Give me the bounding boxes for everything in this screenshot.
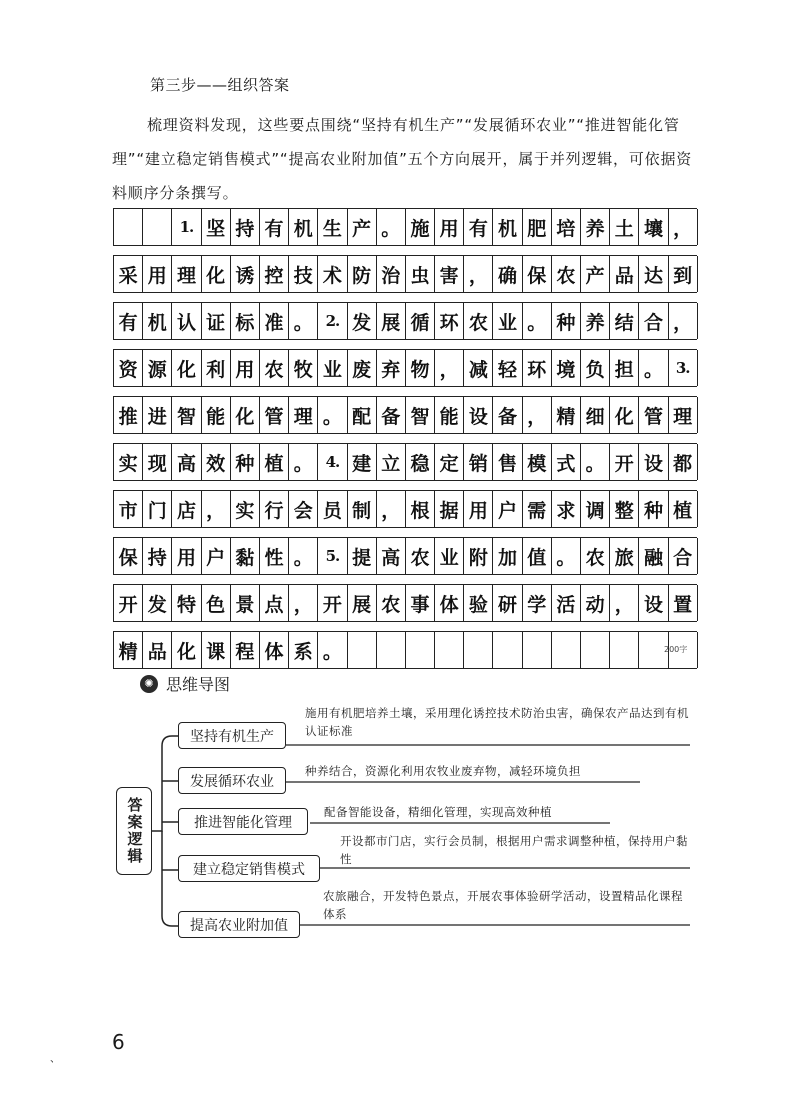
grid-cell: 术 [318, 256, 347, 292]
grid-cell: 牧 [289, 350, 318, 386]
grid-cell: 土 [610, 209, 639, 245]
grid-cell: 。 [552, 538, 581, 574]
grid-cell: 农 [552, 256, 581, 292]
branch-circular-agriculture: 发展循环农业 [178, 767, 286, 794]
grid-cell: 农 [406, 538, 435, 574]
grid-cell: 保 [523, 256, 552, 292]
grid-cell: ， [610, 585, 639, 621]
grid-cell: 。 [581, 444, 610, 480]
grid-cell: 合 [669, 538, 698, 574]
grid-cell: 验 [464, 585, 493, 621]
page-number: 6 [112, 1030, 125, 1054]
grid-cell: 会 [289, 491, 318, 527]
grid-cell: 事 [406, 585, 435, 621]
grid-cell: 发 [143, 585, 172, 621]
grid-cell: 点 [260, 585, 289, 621]
grid-cell: 根 [406, 491, 435, 527]
grid-cell: 种 [552, 303, 581, 339]
grid-cell: 提 [348, 538, 377, 574]
grid-cell: 。 [289, 444, 318, 480]
mind-map-root: 答案逻辑 [116, 787, 152, 875]
word-count-mark: 200字 [664, 645, 688, 654]
grid-cell: 证 [202, 303, 231, 339]
grid-cell: 附 [464, 538, 493, 574]
grid-cell: 色 [202, 585, 231, 621]
step-title: 第三步——组织答案 [150, 76, 290, 94]
grid-cell: 。 [318, 632, 347, 668]
grid-cell: 效 [202, 444, 231, 480]
grid-cell: 融 [639, 538, 668, 574]
grid-cell: 员 [318, 491, 347, 527]
grid-cell: 农 [260, 350, 289, 386]
grid-cell: 行 [260, 491, 289, 527]
grid-cell: 担 [610, 350, 639, 386]
grid-cell: 。 [289, 303, 318, 339]
grid-cell: 循 [406, 303, 435, 339]
grid-cell: 开 [114, 585, 143, 621]
grid-cell: 化 [172, 632, 201, 668]
grid-cell: 展 [348, 585, 377, 621]
grid-cell: 管 [260, 397, 289, 433]
grid-cell: 5. [318, 538, 347, 574]
grid-cell: 。 [318, 397, 347, 433]
branch-detail-circular-agriculture: 种养结合，资源化利用农牧业废弃物，减轻环境负担 [305, 764, 581, 778]
grid-cell: 现 [143, 444, 172, 480]
grid-cell: 景 [231, 585, 260, 621]
mind-map-title: 思维导图 [166, 675, 231, 694]
grid-cell: 求 [552, 491, 581, 527]
grid-cell: 动 [581, 585, 610, 621]
branch-detail-value-added: 农旅融合，开发特色景点，开展农事体验研学活动，设置精品化课程体系 [323, 889, 683, 921]
grid-cell: 加 [493, 538, 522, 574]
brain-icon: ✺ [140, 675, 158, 693]
grid-cell: 研 [493, 585, 522, 621]
grid-cell: 理 [289, 397, 318, 433]
grid-cell: 1. [172, 209, 201, 245]
grid-cell: 合 [639, 303, 668, 339]
grid-cell: 品 [610, 256, 639, 292]
grid-cell: 植 [260, 444, 289, 480]
grid-cell: 设 [639, 444, 668, 480]
branch-organic-production: 坚持有机生产 [178, 722, 286, 749]
grid-cell: 设 [639, 585, 668, 621]
grid-cell: 机 [493, 209, 522, 245]
grid-cell: 农 [377, 585, 406, 621]
grid-cell: 植 [669, 491, 698, 527]
grid-cell: 课 [202, 632, 231, 668]
grid-cell: 式 [552, 444, 581, 480]
grid-cell: 户 [493, 491, 522, 527]
grid-cell: 治 [377, 256, 406, 292]
grid-cell: 特 [172, 585, 201, 621]
branch-detail-stable-sales: 开设都市门店，实行会员制，根据用户需求调整种植，保持用户黏性 [340, 834, 688, 866]
grid-cell: 控 [260, 256, 289, 292]
grid-cell: 需 [523, 491, 552, 527]
grid-cell: 肥 [523, 209, 552, 245]
grid-cell: 性 [260, 538, 289, 574]
grid-cell: 机 [143, 303, 172, 339]
grid-cell: 系 [289, 632, 318, 668]
grid-cell: 进 [143, 397, 172, 433]
grid-cell: 旅 [610, 538, 639, 574]
grid-cell: 标 [231, 303, 260, 339]
grid-cell: 壤 [639, 209, 668, 245]
grid-cell: 推 [114, 397, 143, 433]
grid-cell: 整 [610, 491, 639, 527]
grid-cell: 施 [406, 209, 435, 245]
grid-cell: 诱 [231, 256, 260, 292]
grid-cell: 。 [377, 209, 406, 245]
grid-cell: ， [377, 491, 406, 527]
grid-cell: 采 [114, 256, 143, 292]
grid-cell: 体 [260, 632, 289, 668]
grid-cell: 调 [581, 491, 610, 527]
grid-cell: 理 [172, 256, 201, 292]
grid-cell: 销 [464, 444, 493, 480]
grid-cell: 备 [493, 397, 522, 433]
grid-cell: 用 [464, 491, 493, 527]
grid-cell: 体 [435, 585, 464, 621]
grid-cell: 培 [552, 209, 581, 245]
grid-cell: 发 [348, 303, 377, 339]
grid-cell: ， [435, 350, 464, 386]
grid-cell: 利 [202, 350, 231, 386]
grid-cell: 活 [552, 585, 581, 621]
grid-cell: 种 [231, 444, 260, 480]
grid-cell: 能 [202, 397, 231, 433]
intro-paragraph: 梳理资料发现，这些要点围绕“坚持有机生产”“发展循环农业”“推进智能化管理”“建立稳定销售模式”“提高农业附加值”五个方向展开，属于并列逻辑，可依据资料顺序分条撰写。 [112, 116, 693, 202]
grid-cell: 用 [435, 209, 464, 245]
grid-cell: 建 [348, 444, 377, 480]
grid-cell: 黏 [231, 538, 260, 574]
grid-cell: 开 [318, 585, 347, 621]
grid-cell: 精 [552, 397, 581, 433]
grid-cell: 资 [114, 350, 143, 386]
grid-cell: 配 [348, 397, 377, 433]
grid-cell: 设 [464, 397, 493, 433]
grid-cell: 坚 [202, 209, 231, 245]
grid-cell: 农 [464, 303, 493, 339]
grid-cell: 精 [114, 632, 143, 668]
grid-cell: 有 [260, 209, 289, 245]
grid-cell: 保 [114, 538, 143, 574]
grid-cell: 模 [523, 444, 552, 480]
grid-cell: 3. [669, 350, 698, 386]
grid-cell: 种 [639, 491, 668, 527]
branch-detail-smart-management: 配备智能设备，精细化管理，实现高效种植 [324, 805, 552, 819]
grid-cell: 持 [143, 538, 172, 574]
grid-cell: 定 [435, 444, 464, 480]
grid-cell: ， [669, 209, 698, 245]
grid-cell: 产 [348, 209, 377, 245]
grid-cell: 能 [435, 397, 464, 433]
grid-cell: 业 [318, 350, 347, 386]
grid-cell: 理 [669, 397, 698, 433]
grid-cell: 弃 [377, 350, 406, 386]
grid-cell: 高 [172, 444, 201, 480]
branch-detail-organic-production: 施用有机肥培养土壤，采用理化诱控技术防治虫害，确保农产品达到有机认证标准 [305, 706, 689, 738]
grid-cell: 店 [172, 491, 201, 527]
grid-cell: ， [669, 303, 698, 339]
grid-cell: 用 [172, 538, 201, 574]
branch-value-added: 提高农业附加值 [178, 911, 300, 938]
grid-cell: 2. [318, 303, 347, 339]
grid-cell: 业 [435, 538, 464, 574]
grid-cell: 。 [289, 538, 318, 574]
grid-cell: 有 [114, 303, 143, 339]
grid-cell: 农 [581, 538, 610, 574]
grid-cell: 用 [143, 256, 172, 292]
grid-cell: 门 [143, 491, 172, 527]
grid-cell: 认 [172, 303, 201, 339]
branch-smart-management: 推进智能化管理 [178, 808, 308, 835]
grid-cell: 值 [523, 538, 552, 574]
grid-cell: 据 [435, 491, 464, 527]
grid-cell: 置 [669, 585, 698, 621]
grid-cell: 源 [143, 350, 172, 386]
branch-stable-sales: 建立稳定销售模式 [178, 855, 320, 882]
grid-cell: 实 [231, 491, 260, 527]
grid-cell: 负 [581, 350, 610, 386]
grid-cell: 学 [523, 585, 552, 621]
grid-cell: 生 [318, 209, 347, 245]
grid-cell: 实 [114, 444, 143, 480]
grid-cell: 售 [493, 444, 522, 480]
grid-cell: 减 [464, 350, 493, 386]
grid-cell: 都 [669, 444, 698, 480]
grid-cell: 户 [202, 538, 231, 574]
grid-cell: 技 [289, 256, 318, 292]
grid-cell: ， [202, 491, 231, 527]
grid-cell: 持 [231, 209, 260, 245]
grid-cell: 达 [639, 256, 668, 292]
grid-cell: 展 [377, 303, 406, 339]
grid-cell: 管 [639, 397, 668, 433]
grid-cell: 4. [318, 444, 347, 480]
grid-cell: 化 [202, 256, 231, 292]
grid-cell: 养 [581, 303, 610, 339]
grid-cell: 害 [435, 256, 464, 292]
grid-cell: ， [289, 585, 318, 621]
grid-cell: 高 [377, 538, 406, 574]
grid-cell: 到 [669, 256, 698, 292]
grid-cell: 用 [231, 350, 260, 386]
grid-cell: 。 [639, 350, 668, 386]
grid-cell: 开 [610, 444, 639, 480]
grid-cell: 机 [289, 209, 318, 245]
grid-cell: 养 [581, 209, 610, 245]
grid-cell: 准 [260, 303, 289, 339]
grid-cell: 有 [464, 209, 493, 245]
grid-cell: 境 [552, 350, 581, 386]
corner-mark: 、 [50, 1054, 60, 1065]
grid-cell: 智 [406, 397, 435, 433]
grid-cell: 市 [114, 491, 143, 527]
grid-cell: 备 [377, 397, 406, 433]
grid-cell: 程 [231, 632, 260, 668]
grid-cell: 业 [493, 303, 522, 339]
grid-cell: 虫 [406, 256, 435, 292]
grid-cell: ， [523, 397, 552, 433]
grid-cell: 。 [523, 303, 552, 339]
grid-cell: 结 [610, 303, 639, 339]
grid-cell: 废 [348, 350, 377, 386]
grid-cell: 轻 [493, 350, 522, 386]
grid-cell: 化 [231, 397, 260, 433]
grid-cell: 环 [523, 350, 552, 386]
grid-cell: ， [464, 256, 493, 292]
grid-cell: 确 [493, 256, 522, 292]
grid-cell: 化 [610, 397, 639, 433]
grid-cell: 稳 [406, 444, 435, 480]
grid-cell: 制 [348, 491, 377, 527]
grid-cell: 细 [581, 397, 610, 433]
grid-cell: 立 [377, 444, 406, 480]
grid-cell: 产 [581, 256, 610, 292]
grid-cell: 物 [406, 350, 435, 386]
grid-cell: 化 [172, 350, 201, 386]
grid-cell: 环 [435, 303, 464, 339]
grid-cell: 防 [348, 256, 377, 292]
grid-cell: 智 [172, 397, 201, 433]
grid-cell: 品 [143, 632, 172, 668]
